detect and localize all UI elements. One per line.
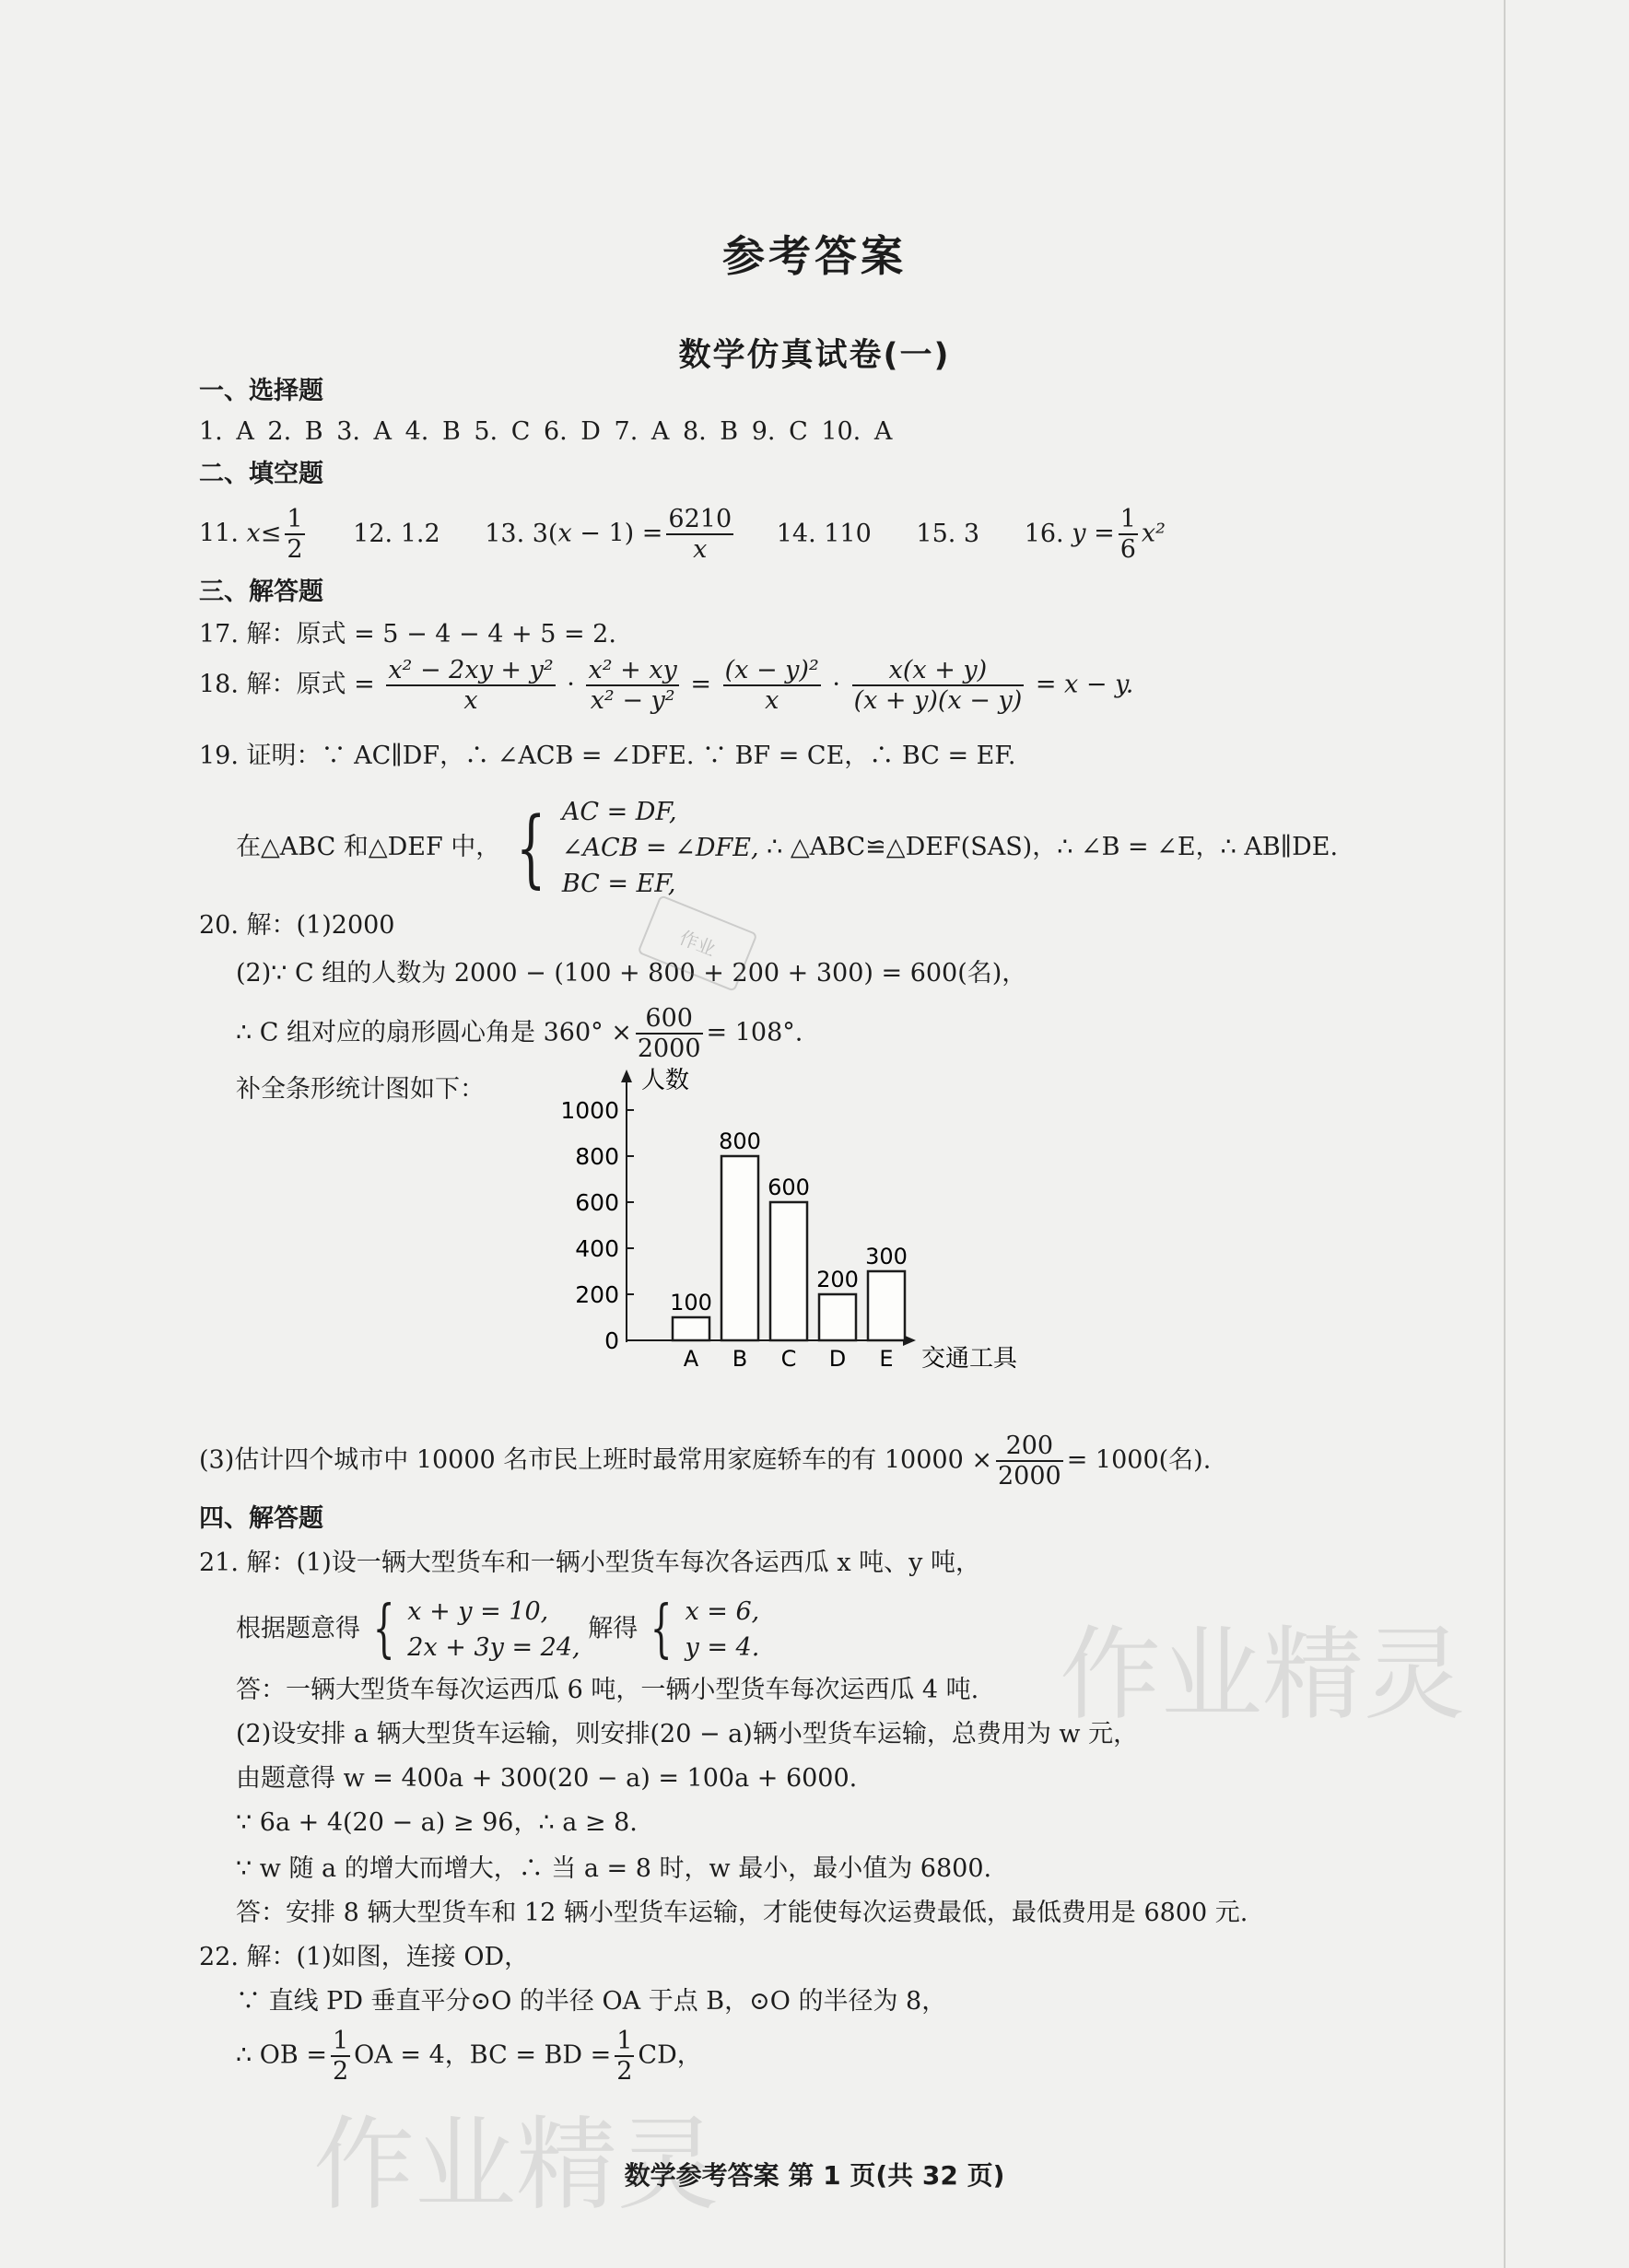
y-tick-label: 0 [604, 1327, 619, 1354]
q21-line-8: 答：安排 8 辆大型货车和 12 辆小型货车运输，才能使每次运费最低，最低费用是 6800 元. [236, 1899, 1248, 1927]
page-footer: 数学参考答案 第 1 页(共 32 页) [624, 2160, 1005, 2191]
data-label: 200 [816, 1267, 859, 1292]
q22-line-1: 22. 解：(1)如图，连接 OD， [199, 1943, 530, 1971]
q15-answer: 15. 3 [916, 519, 980, 548]
q12-answer: 12. 1.2 [353, 519, 440, 548]
q21-line-7: ∵ w 随 a 的增大而增大，∴ 当 a = 8 时，w 最小，最小值为 6800. [236, 1854, 992, 1883]
section-heading-choice: 一、选择题 [199, 377, 323, 405]
q22-line-2: ∵ 直线 PD 垂直平分⊙O 的半径 OA 于点 B，⊙O 的半径为 8， [236, 1987, 947, 2016]
data-label: 600 [768, 1175, 810, 1200]
bar [770, 1202, 807, 1340]
q19-conditions: AC = DF, ∠ACB = ∠DFE, BC = EF, [561, 798, 759, 899]
bar-chart [534, 1064, 1106, 1386]
bar [673, 1317, 709, 1340]
y-axis-label: 人数 [641, 1067, 690, 1094]
q20-line-2: (2)∵ C 组的人数为 2000 − (100 + 800 + 200 + 300) = 600(名)， [236, 959, 1027, 988]
q18-fraction-3: $\frac{\text{(x − y)²}}{x}$ [724, 656, 819, 716]
q16-fraction: $\frac{1}{6}$ [1119, 505, 1136, 565]
q19-line-1: 19. 证明：∵ AC∥DF，∴ ∠ACB = ∠DFE. ∵ BF = CE，∴ BC = EF. [199, 742, 1016, 770]
q18-solution: 18. 解：原式 = $\frac{\text{x² − 2xy + y²}}{x}$ · $\frac{\text{x² + xy}}{\text{x² − y²}}$ = $\frac{\text{(x − y)²}}{x}$ · $\frac{x(x + y)}{(x + y)(x - y)}$ = x − y. [199, 656, 1134, 716]
y-tick-label: 400 [575, 1235, 619, 1262]
q21-line-6: ∵ 6a + 4(20 − a) ≥ 96，∴ a ≥ 8. [236, 1808, 638, 1837]
q22-fraction-2: $\frac{1}{2}$ [616, 2027, 633, 2087]
q20-line-1: 20. 解：(1)2000 [199, 911, 395, 940]
q18-fraction-2: $\frac{\text{x² + xy}}{\text{x² − y²}}$ [588, 656, 677, 716]
y-tick-label: 200 [575, 1281, 619, 1308]
data-label: 100 [670, 1290, 712, 1315]
bar [721, 1156, 758, 1340]
x-tick-label: B [732, 1346, 748, 1372]
watermark-bottom: 作业精灵 [313, 2106, 719, 2224]
q21-line-2: 根据题意得 { x + y = 10, 2x + 3y = 24, 解得 { x = 6, y = 4. [236, 1593, 760, 1666]
q22-line-3: ∴ OB = $\frac{1}{2}$ OA = 4，BC = BD = $\frac{1}{2}$ CD， [236, 2027, 702, 2087]
q20-fraction-2: $\frac{200}{2000}$ [997, 1432, 1061, 1491]
bar [868, 1271, 905, 1340]
q21-line-3: 答：一辆大型货车每次运西瓜 6 吨，一辆小型货车每次运西瓜 4 吨. [236, 1676, 979, 1704]
q13-prefix: 13. 3( [485, 519, 558, 548]
section-heading-solve-2: 四、解答题 [199, 1504, 323, 1533]
q21-equation-system: x + y = 10, 2x + 3y = 24, [407, 1597, 580, 1663]
q11-relation: ≤ [260, 519, 282, 548]
q21-line-1: 21. 解：(1)设一辆大型货车和一辆小型货车每次各运西瓜 x 吨、y 吨， [199, 1549, 980, 1577]
q18-fraction-1: $\frac{\text{x² − 2xy + y²}}{x}$ [388, 656, 554, 716]
q20-line-4: 补全条形统计图如下： [236, 1075, 485, 1104]
q21-solution-system: x = 6, y = 4. [685, 1597, 760, 1663]
fill-answers: 11. x≤ $\frac{1}{2}$ 12. 1.2 13. 3(x − 1) = $\frac{6210}{x}$ 14. 110 15. 3 16. y = $\frac{1}{6}$ x² [199, 505, 1166, 565]
x-tick-label: A [683, 1346, 699, 1372]
exam-subtitle: 数学仿真试卷(一) [678, 337, 951, 374]
data-label: 300 [865, 1244, 908, 1269]
q11-var: x [246, 519, 261, 548]
data-label: 800 [719, 1128, 761, 1154]
stamp-mark: 作业 [637, 894, 757, 992]
q20-fraction-1: $\frac{600}{2000}$ [637, 1004, 701, 1064]
x-tick-label: C [780, 1346, 797, 1372]
y-tick-label: 800 [575, 1143, 619, 1170]
q21-line-5: 由题意得 w = 400a + 300(20 − a) = 100a + 6000. [236, 1764, 858, 1793]
q19-proof: 在△ABC 和△DEF 中， { AC = DF, ∠ACB = ∠DFE, BC = EF, ∴ △ABC≌△DEF(SAS)，∴ ∠B = ∠E，∴ AB∥DE. [236, 794, 1338, 902]
y-axis-arrow [621, 1070, 632, 1082]
x-tick-label: D [828, 1346, 847, 1372]
q18-fraction-4: $\frac{x(x + y)}{(x + y)(x - y)}$ [853, 656, 1023, 716]
y-tick-label: 600 [575, 1189, 619, 1216]
q14-answer: 14. 110 [776, 519, 872, 548]
y-tick-label: 1000 [560, 1097, 619, 1124]
x-axis-label: 交通工具 [921, 1345, 1018, 1373]
section-heading-fill: 二、填空题 [199, 460, 323, 488]
section-heading-solve: 三、解答题 [199, 578, 323, 606]
q21-line-4: (2)设安排 a 辆大型货车运输，则安排(20 − a)辆小型货车运输，总费用为 w 元， [236, 1720, 1139, 1748]
q11-fraction: $\frac{1}{2}$ [287, 505, 303, 565]
q16-prefix: 16. [1024, 519, 1072, 548]
q20-line-5: (3)估计四个城市中 10000 名市民上班时最常用家庭轿车的有 10000 × $\frac{200}{2000}$ = 1000(名). [199, 1432, 1212, 1491]
q22-fraction-1: $\frac{1}{2}$ [332, 2027, 349, 2087]
watermark-mid: 作业精灵 [1060, 1616, 1465, 1734]
bar [819, 1294, 856, 1340]
choice-answers: 1. A 2. B 3. A 4. B 5. C 6. D 7. A 8. B 9. C 10. A [199, 417, 893, 446]
q17-solution: 17. 解：原式 = 5 − 4 − 4 + 5 = 2. [199, 620, 616, 649]
page-title: 参考答案 [722, 231, 907, 281]
q13-fraction: $\frac{6210}{x}$ [668, 505, 732, 565]
q11-number: 11. [199, 519, 247, 548]
x-tick-label: E [879, 1346, 894, 1372]
q20-line-3: ∴ C 组对应的扇形圆心角是 360° × $\frac{600}{2000}$ = 108°. [236, 1004, 803, 1064]
